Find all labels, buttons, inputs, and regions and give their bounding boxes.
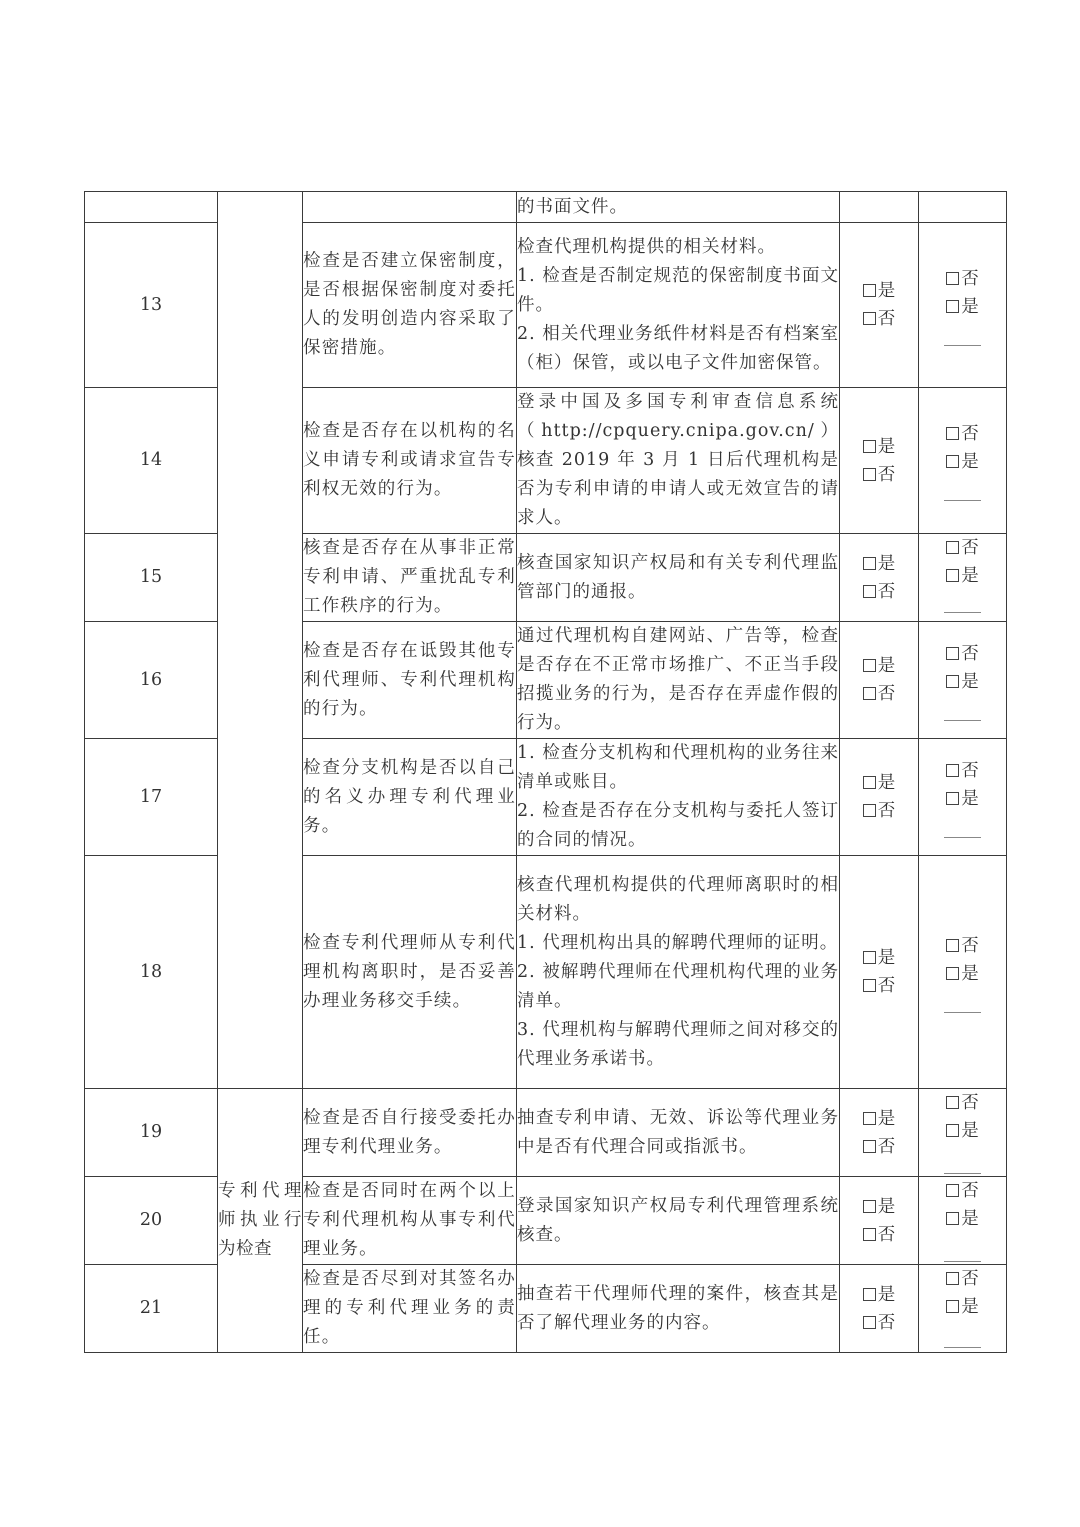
result-options [840, 223, 919, 388]
check-item: 检查是否建立保密制度，是否根据保密制度对委托人的发明创造内容采取了保密措施。 [303, 223, 517, 388]
method-line: 1. 检查分支机构和代理机构的业务往来清单或账目。 [517, 743, 839, 792]
checkbox-icon [863, 1200, 876, 1213]
checkbox-icon [946, 792, 959, 805]
result-yes-checkbox[interactable]: 是 [840, 652, 918, 680]
result-yes-checkbox[interactable]: 是 [840, 769, 918, 797]
result-no-checkbox[interactable]: 否 [840, 972, 918, 1000]
result-options [840, 534, 919, 622]
resp-yes-checkbox[interactable]: 是 [919, 1205, 1006, 1233]
row-number-cell [85, 192, 218, 223]
check-method [517, 1265, 840, 1353]
result-options [840, 622, 919, 739]
checkbox-icon [863, 951, 876, 964]
responsibility-options [919, 388, 1007, 534]
checkbox-icon [863, 440, 876, 453]
checkbox-icon [946, 764, 959, 777]
responsibility-options [919, 1089, 1007, 1177]
checkbox-icon [946, 967, 959, 980]
row-number: 21 [85, 1265, 218, 1353]
method-line: 2. 被解聘代理师在代理机构代理的业务清单。 [517, 961, 839, 1011]
result-options [840, 388, 919, 534]
method-line: 1. 检查是否制定规范的保密制度书面文件。 [517, 265, 839, 315]
row-number: 13 [85, 223, 218, 388]
fill-in-blank-line[interactable] [944, 612, 981, 613]
result-no-checkbox[interactable]: 否 [840, 1221, 918, 1249]
checkbox-icon [863, 659, 876, 672]
responsibility-options [919, 739, 1007, 856]
resp-no-checkbox[interactable]: 否 [919, 265, 1006, 293]
check-method-cell [517, 192, 840, 223]
resp-no-checkbox[interactable]: 否 [919, 534, 1006, 562]
method-line: 3. 代理机构与解聘代理师之间对移交的代理业务承诺书。 [517, 1019, 839, 1069]
result-yes-checkbox[interactable]: 是 [840, 433, 918, 461]
responsibility-options [919, 1177, 1007, 1265]
result-no-checkbox[interactable]: 否 [840, 305, 918, 333]
checkbox-icon [863, 1228, 876, 1241]
method-line: 登录中国及多国专利审查信息系统（http://cpquery.cnipa.gov.cn/）核查 2019 年 3 月 1 日后代理机构是否为专利申请的申请人或无效宣告的请求人。 [517, 392, 839, 528]
checkbox-icon [946, 939, 959, 952]
result-options [840, 856, 919, 1089]
row-number: 18 [85, 856, 218, 1089]
check-item: 检查专利代理师从专利代理机构离职时，是否妥善办理业务移交手续。 [303, 856, 517, 1089]
fill-in-blank-line[interactable] [944, 1173, 981, 1174]
checkbox-icon [946, 1212, 959, 1225]
check-method [517, 223, 840, 388]
row-number: 17 [85, 739, 218, 856]
checkbox-icon [863, 979, 876, 992]
method-line: 检查代理机构提供的相关材料。 [517, 236, 776, 257]
method-line: 通过代理机构自建网站、广告等，检查是否存在不正常市场推广、不正当手段招揽业务的行为，是否存在弄虚作假的行为。 [517, 626, 839, 733]
method-line: 登录国家知识产权局专利代理管理系统核查。 [517, 1195, 839, 1245]
responsibility-cell [919, 192, 1007, 223]
fill-in-blank-line[interactable] [944, 1261, 981, 1262]
result-yes-checkbox[interactable]: 是 [840, 550, 918, 578]
check-item-cell [303, 192, 517, 223]
result-yes-checkbox[interactable]: 是 [840, 1105, 918, 1133]
result-no-checkbox[interactable]: 否 [840, 1133, 918, 1161]
fill-in-blank-line[interactable] [944, 1012, 981, 1013]
resp-no-checkbox[interactable]: 否 [919, 1177, 1006, 1205]
result-options [840, 1265, 919, 1353]
check-method [517, 856, 840, 1089]
check-item: 检查分支机构是否以自己的名义办理专利代理业务。 [303, 739, 517, 856]
checkbox-icon [946, 569, 959, 582]
checkbox-icon [946, 1096, 959, 1109]
result-options [840, 739, 919, 856]
fill-in-blank-line[interactable] [944, 720, 981, 721]
resp-yes-checkbox[interactable]: 是 [919, 293, 1006, 321]
resp-no-checkbox[interactable]: 否 [919, 640, 1006, 668]
check-item: 检查是否自行接受委托办理专利代理业务。 [303, 1089, 517, 1177]
method-line: 2. 检查是否存在分支机构与委托人签订的合同的情况。 [517, 801, 839, 850]
table-row [85, 1089, 1007, 1177]
category-cell-previous [218, 192, 303, 1089]
checkbox-icon [863, 687, 876, 700]
table-row-continued [85, 192, 1007, 223]
resp-yes-checkbox[interactable]: 是 [919, 668, 1006, 696]
checkbox-icon [946, 675, 959, 688]
result-no-checkbox[interactable]: 否 [840, 461, 918, 489]
responsibility-options [919, 622, 1007, 739]
result-no-checkbox[interactable]: 否 [840, 578, 918, 606]
row-number: 19 [85, 1089, 218, 1177]
check-method [517, 1177, 840, 1265]
check-item: 检查是否尽到对其签名办理的专利代理业务的责任。 [303, 1265, 517, 1353]
check-item: 核查是否存在从事非正常专利申请、严重扰乱专利工作秩序的行为。 [303, 534, 517, 622]
check-method [517, 534, 840, 622]
result-no-checkbox[interactable]: 否 [840, 797, 918, 825]
result-options [840, 1089, 919, 1177]
checkbox-icon [946, 427, 959, 440]
resp-no-checkbox[interactable]: 否 [919, 1265, 1006, 1293]
category-label: 专利代理师执业行为检查 [218, 1181, 302, 1259]
method-line: 抽查若干代理师代理的案件，核查其是否了解代理业务的内容。 [517, 1283, 839, 1333]
check-method [517, 739, 840, 856]
result-cell [840, 192, 919, 223]
checkbox-icon [863, 1112, 876, 1125]
checkbox-icon [863, 284, 876, 297]
method-line: 1. 代理机构出具的解聘代理师的证明。 [517, 932, 839, 953]
check-method [517, 622, 840, 739]
category-cell-agent-practice [218, 1089, 303, 1353]
check-item: 检查是否存在以机构的名义申请专利或请求宣告专利权无效的行为。 [303, 388, 517, 534]
result-yes-checkbox[interactable]: 是 [840, 1193, 918, 1221]
fill-in-blank-line[interactable] [944, 837, 981, 838]
responsibility-options [919, 534, 1007, 622]
responsibility-options [919, 1265, 1007, 1353]
fill-in-blank-line[interactable] [944, 500, 981, 501]
fill-in-blank-line[interactable] [944, 345, 981, 346]
checkbox-icon [863, 585, 876, 598]
result-no-checkbox[interactable]: 否 [840, 1309, 918, 1337]
resp-yes-checkbox[interactable]: 是 [919, 1293, 1006, 1321]
checkbox-icon [946, 1184, 959, 1197]
resp-yes-checkbox[interactable]: 是 [919, 448, 1006, 476]
check-method-text: 的书面文件。 [517, 196, 628, 217]
checkbox-icon [863, 776, 876, 789]
resp-yes-checkbox[interactable]: 是 [919, 960, 1006, 988]
checkbox-icon [946, 1124, 959, 1137]
row-number: 14 [85, 388, 218, 534]
fill-in-blank-line[interactable] [944, 1347, 981, 1348]
check-item: 检查是否同时在两个以上专利代理机构从事专利代理业务。 [303, 1177, 517, 1265]
resp-no-checkbox[interactable]: 否 [919, 932, 1006, 960]
resp-yes-checkbox[interactable]: 是 [919, 562, 1006, 590]
method-line: 2. 相关代理业务纸件材料是否有档案室（柜）保管，或以电子文件加密保管。 [517, 323, 839, 373]
check-method [517, 1089, 840, 1177]
resp-no-checkbox[interactable]: 否 [919, 1089, 1006, 1117]
checkbox-icon [946, 1300, 959, 1313]
method-line: 核查国家知识产权局和有关专利代理监管部门的通报。 [517, 552, 839, 602]
result-yes-checkbox[interactable]: 是 [840, 944, 918, 972]
resp-no-checkbox[interactable]: 否 [919, 757, 1006, 785]
responsibility-options [919, 223, 1007, 388]
check-item: 检查是否存在诋毁其他专利代理师、专利代理机构的行为。 [303, 622, 517, 739]
inspection-checklist-table [84, 191, 1007, 1353]
result-yes-checkbox[interactable]: 是 [840, 1281, 918, 1309]
result-yes-checkbox[interactable]: 是 [840, 277, 918, 305]
checkbox-icon [946, 455, 959, 468]
checkbox-icon [863, 557, 876, 570]
responsibility-options [919, 856, 1007, 1089]
method-line: 抽查专利申请、无效、诉讼等代理业务中是否有代理合同或指派书。 [517, 1107, 839, 1157]
row-number: 15 [85, 534, 218, 622]
row-number: 20 [85, 1177, 218, 1265]
checkbox-icon [863, 1140, 876, 1153]
resp-yes-checkbox[interactable]: 是 [919, 1117, 1006, 1145]
row-number: 16 [85, 622, 218, 739]
resp-yes-checkbox[interactable]: 是 [919, 785, 1006, 813]
checkbox-icon [946, 647, 959, 660]
checkbox-icon [863, 1288, 876, 1301]
checkbox-icon [946, 272, 959, 285]
check-method [517, 388, 840, 534]
checkbox-icon [863, 312, 876, 325]
checkbox-icon [863, 1316, 876, 1329]
checkbox-icon [946, 1272, 959, 1285]
result-no-checkbox[interactable]: 否 [840, 680, 918, 708]
checkbox-icon [946, 300, 959, 313]
resp-no-checkbox[interactable]: 否 [919, 420, 1006, 448]
method-line: 核查代理机构提供的代理师离职时的相关材料。 [517, 874, 839, 924]
checkbox-icon [863, 468, 876, 481]
result-options [840, 1177, 919, 1265]
checkbox-icon [863, 804, 876, 817]
checkbox-icon [946, 541, 959, 554]
